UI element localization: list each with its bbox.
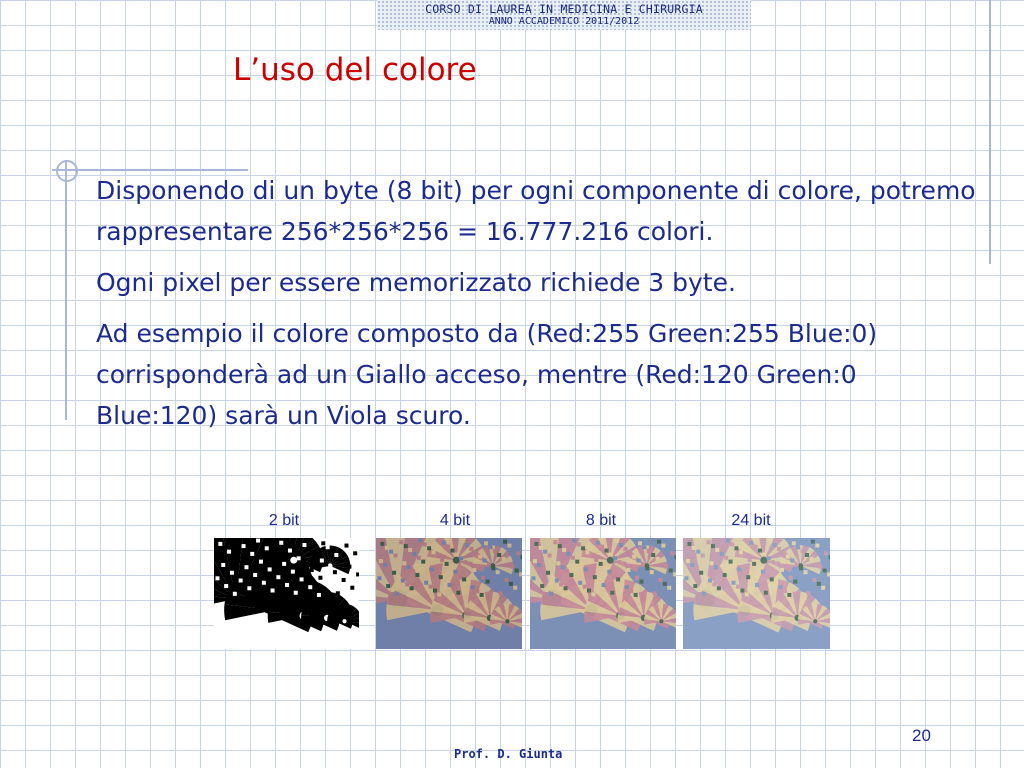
academic-year: ANNO ACCADEMICO 2011/2012 [488,16,640,27]
image-label-8bit: 8 bit [585,512,617,529]
body-paragraph: Disponendo di un byte (8 bit) per ogni componente di colore, potremo rappresentare 256*256*256 = 16.777.216 colori. [96,176,976,246]
course-header-banner [377,0,751,30]
fractal-graphic [683,538,830,649]
fractal-graphic [214,538,359,649]
image-label-24bit: 24 bit [731,512,771,529]
fractal-image-24bit [683,538,830,649]
fractal-image-2bit [214,538,359,649]
course-header-title: CORSO DI LAUREA IN MEDICINA E CHIRURGIA [425,2,703,16]
decorative-vertical-line [65,160,67,420]
slide-title: L’uso del colore [233,52,477,88]
fractal-graphic [376,538,522,649]
body-paragraph: Ogni pixel per essere memorizzato richiede 3 byte. [96,268,736,297]
fractal-image-8bit [530,538,676,649]
decorative-circle [56,160,78,182]
fractal-graphic [530,538,676,649]
body-paragraph: Ad esempio il colore composto da (Red:255 Green:255 Blue:0) corrisponderà ad un Giallo acceso, mentre (Red:120 Green:0 Blue:120) sarà un Viola scuro. [96,319,878,430]
slide-body [96,170,976,444]
image-label-4bit: 4 bit [439,512,471,529]
image-label-2bit: 2 bit [268,512,300,529]
fractal-image-4bit [376,538,522,649]
decorative-right-rule [989,0,991,264]
page-number: 20 [912,726,931,745]
footer-author: Prof. D. Giunta [454,747,563,761]
